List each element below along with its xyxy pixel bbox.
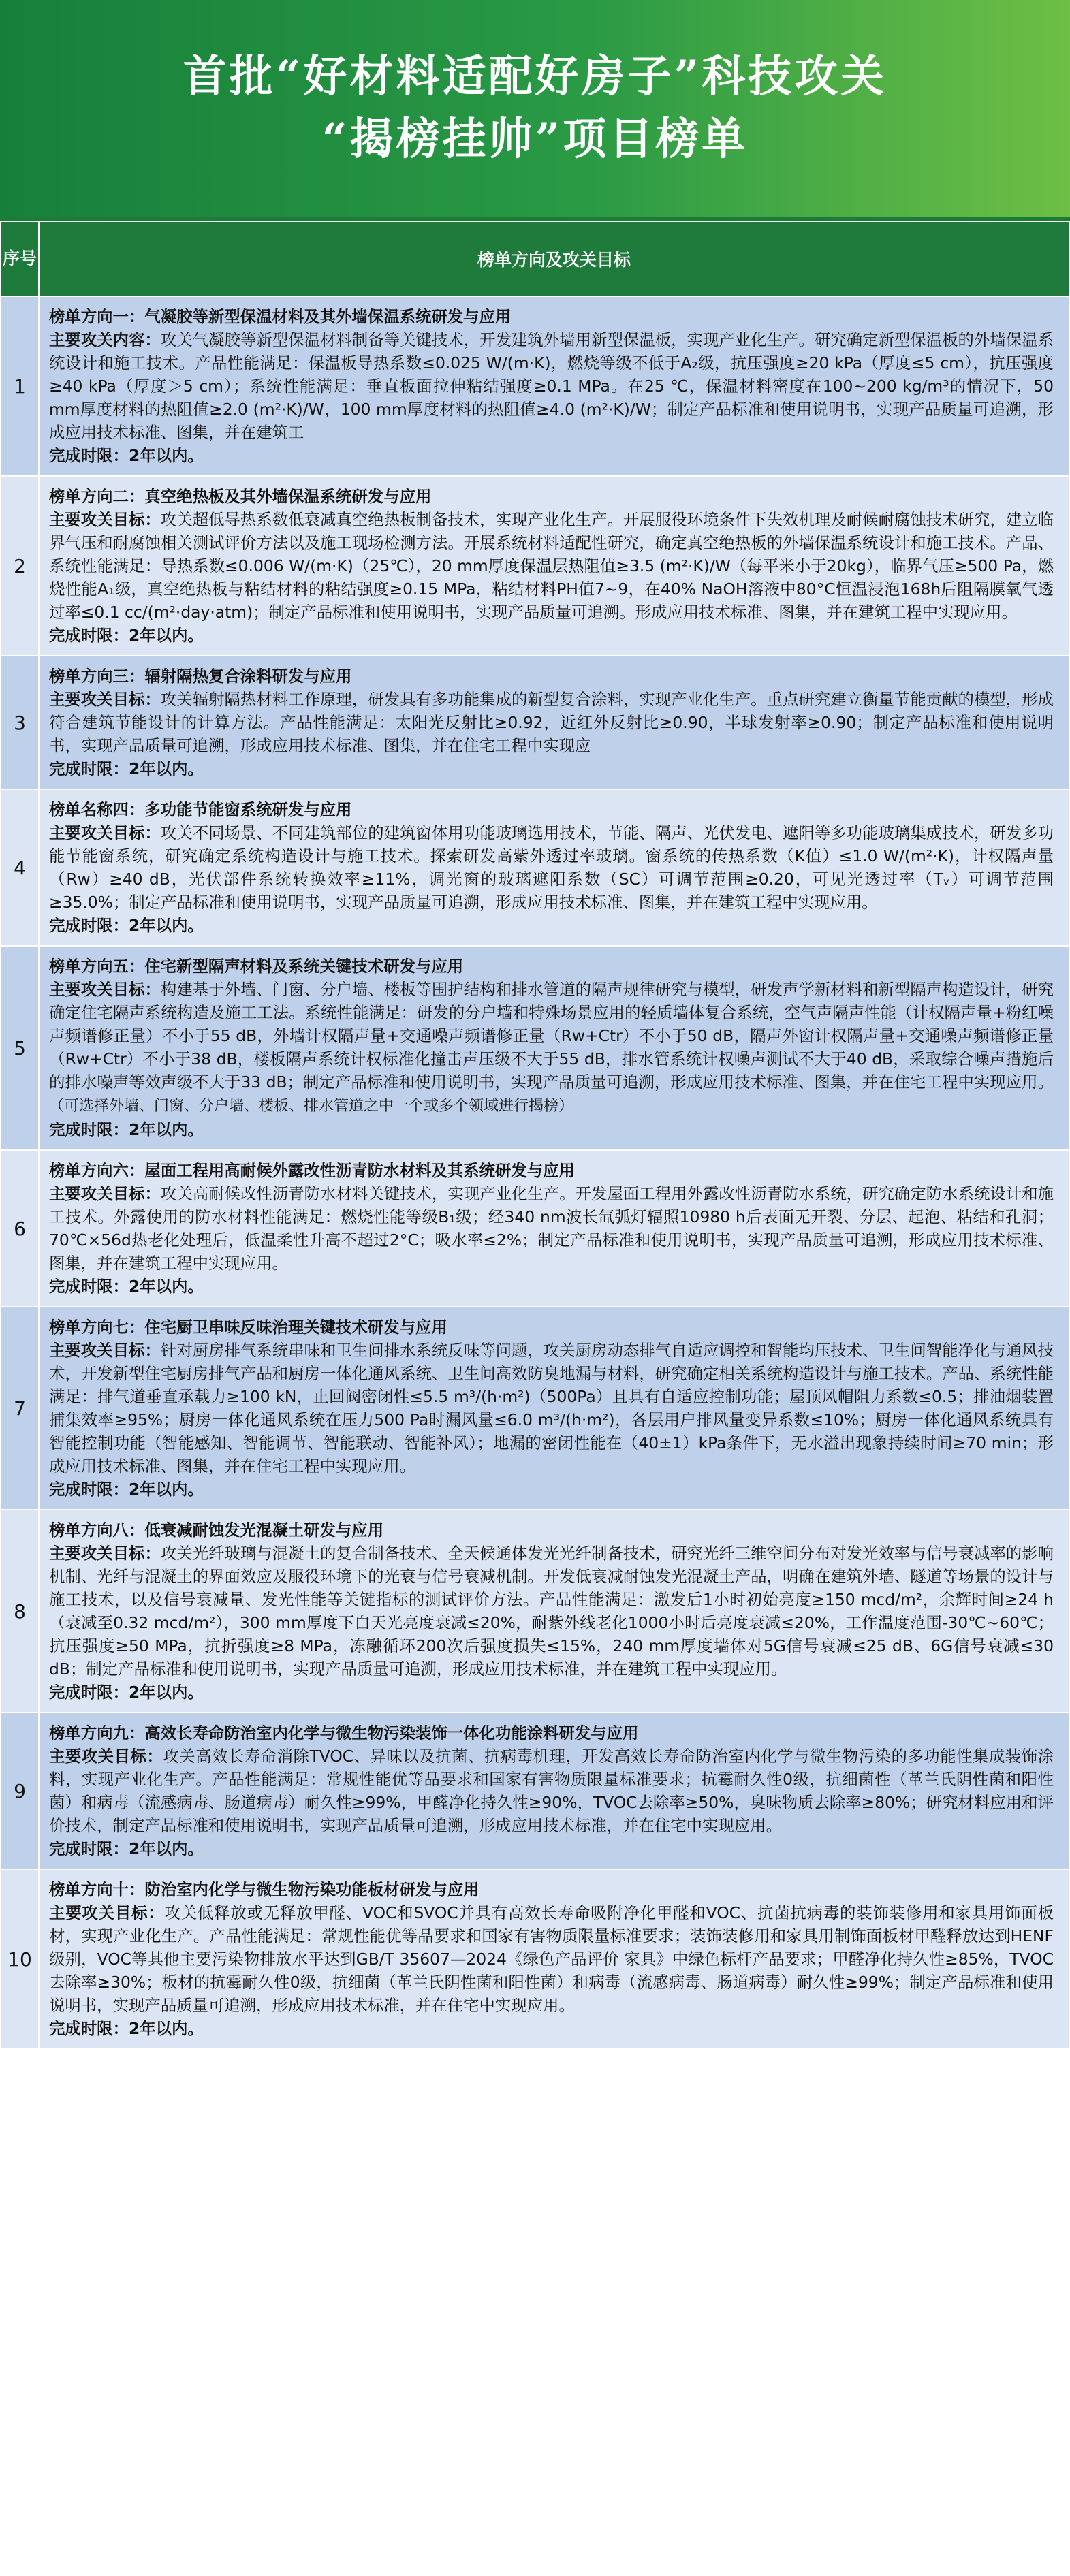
goal-paragraph: [49, 980, 1054, 1115]
goal-label: 主要攻关内容：: [49, 330, 161, 349]
goal-text: 攻关高耐候改性沥青防水材料关键技术，实现产业化生产。开发屋面工程用外露改性沥青防水系统，研究确定防水系统设计和施工技术。外露使用的防水材料性能满足：燃烧性能等级B₁级；经340 nm波长氙弧灯辐照10980 h后表面无开裂、分层、起泡、粘结和孔洞；70℃×56d热老化处理后，低温柔性升高不超过2°C；吸水率≤2%；制定产品标准和使用说明书，实现产品质量可追溯，形成应用技术标准、图集，并在建筑工程中实现应用。: [49, 1184, 1054, 1273]
table-row: [1, 1510, 1069, 1713]
table-header-row: [1, 221, 1069, 296]
direction-title: 榜单方向九：高效长寿命防治室内化学与微生物污染装饰一体化功能涂料研发与应用: [49, 1723, 639, 1743]
goal-text: 攻关超低导热系数低衰减真空绝热板制备技术，实现产业化生产。开展服役环境条件下失效机理及耐候耐腐蚀技术研究，建立临界气压和耐腐蚀相关测试评价方法以及施工现场检测方法。开展系统材料适配性研究，确定真空绝热板的外墙保温系统设计和施工技术。产品、系统性能满足：导热系数≤0.006 W/(m·K)（25℃），20 mm厚度保温层热阻值≥3.5 (m²·K)/W（每平米小于20kg），临界气压≥500 Pa，燃烧性能A₁级，真空绝热板与粘结材料的粘结强度≥0.15 MPa，粘结材料PH值7~9，在40% NaOH溶液中80°C恒温浸泡168h后阻隔膜氧气透过率≤0.1 cc/(m²·day·atm)；制定产品标准和使用说明书，实现产品质量可追溯。形成应用技术标准、图集，并在建筑工程中实现应用。: [49, 510, 1054, 622]
goal-text: 构建基于外墙、门窗、分户墙、楼板等围护结构和排水管道的隔声规律研究与模型，研发声学新材料和新型隔声构造设计，研究确定住宅隔声系统构造及施工工法。系统性能满足：研发的分户墙和特殊场景应用的轻质墙体复合系统，空气声隔声性能（计权隔声量+粉红噪声频谱修正量）不小于55 dB，外墙计权隔声量+交通噪声频谱修正量（Rw+Ctr）不小于50 dB，隔声外窗计权隔声量+交通噪声频谱修正量（Rw+Ctr）不小于38 dB，楼板隔声系统计权标准化撞击声压级不大于55 dB，排水管系统计权噪声测试不大于40 dB，采取综合噪声措施后的排水噪声等效声级不大于33 dB；制定产品标准和使用说明书，实现产品质量可追溯，形成应用技术标准、图集，并在住宅工程中实现应用。: [49, 980, 1054, 1092]
table-row: [1, 296, 1069, 476]
goal-text: 攻关不同场景、不同建筑部位的建筑窗体用功能玻璃选用技术，节能、隔声、光伏发电、遮阳等多功能玻璃集成技术，研发多功能节能窗系统，研究确定系统构造设计与施工技术。探索研发高紫外透过率玻璃。窗系统的传热系数（K值）≤1.0 W/(m²·K)，计权隔声量（Rw）≥40 dB，光伏部件系统转换效率≥11%，调光窗的玻璃遮阳系数（SC）可调节范围≥0.20，可见光透过率（Tᵥ）可调节范围≥35.0%；制定产品标准和使用说明书，实现产品质量可追溯，形成应用技术标准、图集，并在建筑工程中实现应用。: [49, 823, 1054, 912]
table-row: [1, 946, 1069, 1150]
table-row: [1, 1869, 1069, 2049]
goal-label: 主要攻关目标：: [49, 1544, 161, 1563]
row-index: 8: [1, 1510, 39, 1713]
goal-label: 主要攻关目标：: [49, 980, 161, 999]
deadline: 完成时限：2年以内。: [49, 759, 204, 778]
page-title-line-2: “揭榜挂帅”项目榜单: [321, 114, 749, 165]
deadline: 完成时限：2年以内。: [49, 1277, 204, 1296]
table-row: [1, 656, 1069, 789]
goal-paragraph: [49, 1544, 1054, 1679]
direction-title: 榜单方向八：低衰减耐蚀发光混凝土研发与应用: [49, 1521, 384, 1540]
title-banner: [0, 0, 1070, 221]
direction-title: 榜单名称四：多功能节能窗系统研发与应用: [49, 800, 352, 819]
goal-label: 主要攻关目标：: [49, 823, 161, 842]
goal-text: 攻关辐射隔热材料工作原理，研发具有多功能集成的新型复合涂料，实现产业化生产。重点研究建立衡量节能贡献的模型，形成符合建筑节能设计的计算方法。产品性能满足：太阳光反射比≥0.92，近红外反射比≥0.90，半球发射率≥0.90；制定产品标准和使用说明书，实现产品质量可追溯，形成应用技术标准、图集，并在住宅工程中实现应: [49, 690, 1054, 755]
row-index: 10: [1, 1869, 39, 2049]
goal-label: 主要攻关目标：: [49, 1903, 165, 1922]
goal-paragraph: [49, 1184, 1054, 1273]
direction-title: 榜单方向五：住宅新型隔声材料及系统关键技术研发与应用: [49, 957, 464, 976]
goal-paragraph: [49, 1903, 1054, 2015]
deadline: 完成时限：2年以内。: [49, 1120, 204, 1139]
goal-text: 攻关高效长寿命消除TVOC、异味以及抗菌、抗病毒机理，开发高效长寿命防治室内化学与微生物污染的多功能性集成装饰涂料，实现产业化生产。产品性能满足：常规性能优等品要求和国家有害物质限量标准要求；抗霉耐久性0级，抗细菌性（革兰氏阴性菌和阳性菌）和病毒（流感病毒、肠道病毒）耐久性≥99%，甲醛净化持久性≥90%，TVOC去除率≥50%，臭味物质去除率≥80%；研究材料应用和评价技术，制定产品标准和使用说明书，实现产品质量可追溯，形成应用技术标准，并在住宅中实现应用。: [49, 1747, 1054, 1835]
direction-title: 榜单方向三：辐射隔热复合涂料研发与应用: [49, 667, 352, 686]
table-body: [1, 296, 1069, 2049]
goal-label: 主要攻关目标：: [49, 510, 161, 529]
goal-text: 攻关光纤玻璃与混凝土的复合制备技术、全天候通体发光光纤制备技术，研究光纤三维空间分布对发光效率与信号衰减率的影响机制、光纤与混凝土的界面效应及服役环境下的光衰与信号衰减机制。开发低衰减耐蚀发光混凝土产品，明确在建筑外墙、隧道等场景的设计与施工技术，以及信号衰减量、发光性能等关键指标的测试评价方法。产品性能满足：激发后1小时初始亮度≥150 mcd/m²，余辉时间≥24 h（衰减至0.32 mcd/m²），300 mm厚度下白天光亮度衰减≤20%，耐紫外线老化1000小时后亮度衰减≤20%，工作温度范围-30℃~60℃；抗压强度≥50 MPa，抗折强度≥8 MPa，冻融循环200次后强度损失≤15%，240 mm厚度墙体对5G信号衰减≤25 dB、6G信号衰减≤30 dB；制定产品标准和使用说明书，实现产品质量可追溯，形成应用技术标准，并在建筑工程中实现应用。: [49, 1544, 1054, 1679]
goal-paragraph: [49, 690, 1054, 755]
deadline: 完成时限：2年以内。: [49, 2019, 204, 2038]
row-content: [39, 946, 1069, 1150]
deadline: 完成时限：2年以内。: [49, 916, 204, 935]
deadline: 完成时限：2年以内。: [49, 1839, 204, 1858]
deadline: 完成时限：2年以内。: [49, 626, 204, 645]
direction-title: 榜单方向十：防治室内化学与微生物污染功能板材研发与应用: [49, 1880, 479, 1899]
goal-label: 主要攻关目标：: [49, 1341, 161, 1360]
row-content: [39, 1150, 1069, 1307]
direction-title: 榜单方向二：真空绝热板及其外墙保温系统研发与应用: [49, 487, 432, 506]
row-index: 5: [1, 946, 39, 1150]
deadline: 完成时限：2年以内。: [49, 446, 204, 465]
deadline: 完成时限：2年以内。: [49, 1480, 204, 1499]
goal-text: 针对厨房排气系统串味和卫生间排水系统反味等问题，攻关厨房动态排气自适应调控和智能均压技术、卫生间智能净化与通风技术，开发新型住宅厨房排气产品和厨房一体化通风系统、卫生间高效防臭地漏与材料，研究确定相关系统构造设计与施工技术。产品、系统性能满足：排气道垂直承载力≥100 kN，止回阀密闭性≤5.5 m³/(h·m²)（500Pa）且具有自适应控制功能；屋顶风帽阻力系数≤0.5；排油烟装置捕集效率≥95%；厨房一体化通风系统在压力500 Pa时漏风量≤6.0 m³/(h·m²)，各层用户排风量变异系数≤10%；厨房一体化通风系统具有智能控制功能（智能感知、智能调节、智能联动、智能补风）；地漏的密闭性能在（40±1）kPa条件下，无水溢出现象持续时间≥70 min；形成应用技术标准、图集，并在住宅工程中实现应用。: [49, 1341, 1054, 1476]
row-index: 7: [1, 1307, 39, 1510]
row-content: [39, 656, 1069, 789]
goal-paragraph: [49, 1341, 1054, 1476]
goal-paragraph: [49, 823, 1054, 912]
direction-title: 榜单方向七：住宅厨卫串味反味治理关键技术研发与应用: [49, 1318, 447, 1337]
row-index: 3: [1, 656, 39, 789]
goal-label: 主要攻关目标：: [49, 1184, 161, 1203]
goal-label: 主要攻关目标：: [49, 690, 161, 709]
goal-text: 攻关低释放或无释放甲醛、VOC和SVOC并具有高效长寿命吸附净化甲醛和VOC、抗菌抗病毒的装饰装修用和家具用饰面板材，实现产业化生产。产品性能满足：常规性能优等品要求和国家有害物质限量标准要求；装饰装修用和家具用制饰面板材甲醛释放达到HENF级别，VOC等其他主要污染物排放水平达到GB/T 35607—2024《绿色产品评价 家具》中绿色标杆产品要求；甲醛净化持久性≥85%，TVOC去除率≥30%；板材的抗霉耐久性0级，抗细菌（革兰氏阴性菌和阳性菌）和病毒（流感病毒、肠道病毒）耐久性≥99%；制定产品标准和使用说明书，实现产品质量可追溯，形成应用技术标准，并在住宅中实现应用。: [49, 1903, 1054, 2015]
row-content: [39, 1510, 1069, 1713]
row-index: 4: [1, 789, 39, 946]
row-index: 2: [1, 476, 39, 656]
row-content: [39, 1307, 1069, 1510]
index-column-header: 序号: [1, 221, 39, 296]
goal-text: 攻关气凝胶等新型保温材料制备等关键技术，开发建筑外墙用新型保温板，实现产业化生产。研究确定新型保温板的外墙保温系统设计和施工技术。产品性能满足：保温板导热系数≤0.025 W/(m·K)，燃烧等级不低于A₂级，抗压强度≥20 kPa（厚度≤5 cm），抗压强度≥40 kPa（厚度＞5 cm）；系统性能满足：垂直板面拉伸粘结强度≥0.1 MPa。在25 ℃，保温材料密度在100~200 kg/m³的情况下，50 mm厚度材料的热阻值≥2.0 (m²·K)/W，100 mm厚度材料的热阻值≥4.0 (m²·K)/W；制定产品标准和使用说明书，实现产品质量可追溯，形成应用技术标准、图集，并在建筑工: [49, 330, 1054, 442]
table-row: [1, 1307, 1069, 1510]
direction-column-header: 榜单方向及攻关目标: [39, 221, 1069, 296]
goal-label: 主要攻关目标：: [49, 1747, 163, 1766]
row-index: 1: [1, 296, 39, 476]
row-content: [39, 789, 1069, 946]
deadline: 完成时限：2年以内。: [49, 1683, 204, 1702]
direction-title: 榜单方向六：屋面工程用高耐候外露改性沥青防水材料及其系统研发与应用: [49, 1161, 575, 1180]
page-title-line-1: 首批“好材料适配好房子”科技攻关: [183, 51, 887, 102]
scope-note: （可选择外墙、门窗、分户墙、楼板、排水管道之中一个或多个领域进行揭榜）: [49, 1098, 574, 1115]
goal-paragraph: [49, 1747, 1054, 1835]
project-list-table: [0, 221, 1070, 2050]
row-content: [39, 296, 1069, 476]
row-index: 6: [1, 1150, 39, 1307]
table-row: [1, 1150, 1069, 1307]
row-index: 9: [1, 1713, 39, 1869]
table-row: [1, 1713, 1069, 1869]
goal-paragraph: [49, 510, 1054, 622]
table-row: [1, 476, 1069, 656]
direction-title: 榜单方向一：气凝胶等新型保温材料及其外墙保温系统研发与应用: [49, 307, 512, 326]
goal-paragraph: [49, 330, 1054, 442]
table-row: [1, 789, 1069, 946]
row-content: [39, 1869, 1069, 2049]
row-content: [39, 476, 1069, 656]
row-content: [39, 1713, 1069, 1869]
